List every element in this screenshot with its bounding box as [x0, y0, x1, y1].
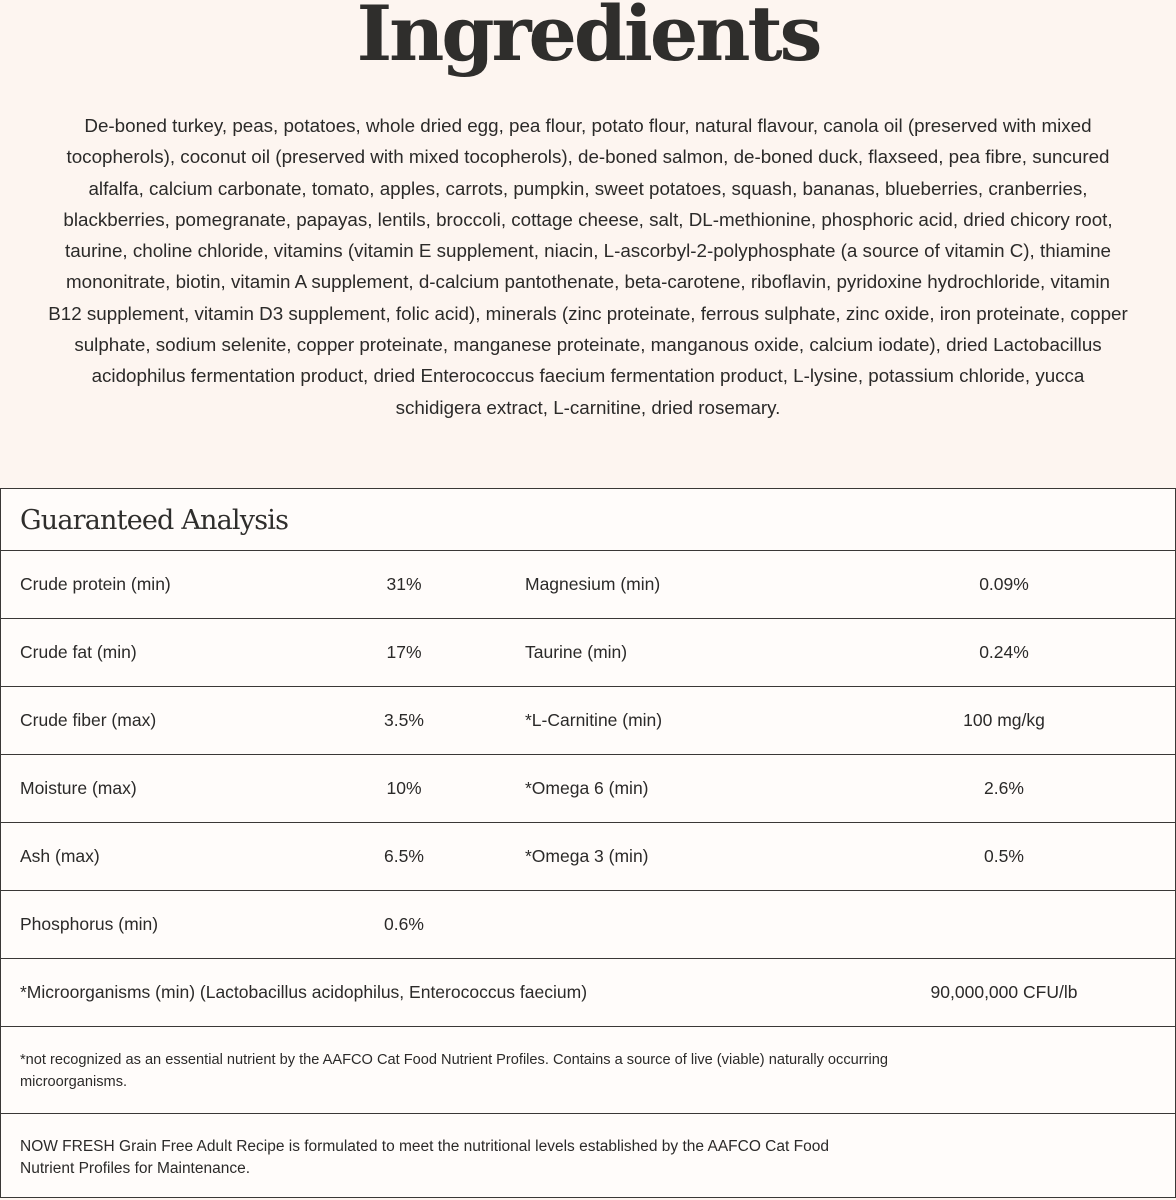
nutrient-label: Magnesium (min): [525, 574, 661, 594]
nutrient-value: 3.5%: [384, 710, 424, 730]
footnote-line: *not recognized as an essential nutrient by the AAFCO Cat Food Nutrient Profiles. Contains a source of live (viable) naturally occurring: [20, 1052, 888, 1068]
nutrient-value: 0.5%: [984, 846, 1024, 866]
analysis-header: [1, 489, 1175, 551]
nutrient-label: Moisture (max): [20, 778, 137, 798]
footnote: [20, 1049, 1060, 1093]
nutrient-label: *Omega 3 (min): [525, 846, 649, 866]
microorganisms-value: 90,000,000 CFU/lb: [930, 982, 1078, 1002]
table-row: [1, 619, 1175, 687]
nutrient-value: 10%: [386, 778, 422, 798]
analysis-title: Guaranteed Analysis: [20, 505, 289, 536]
nutrient-value: 0.24%: [979, 642, 1029, 662]
table-row: [1, 551, 1175, 619]
nutrient-value: 31%: [386, 574, 422, 594]
statement-line: Nutrient Profiles for Maintenance.: [20, 1160, 251, 1177]
statement-line: NOW FRESH Grain Free Adult Recipe is formulated to meet the nutritional levels established by the AAFCO Cat Food: [20, 1138, 829, 1155]
nutrient-value: 17%: [386, 642, 422, 662]
ingredients-line: alfalfa, calcium carbonate, tomato, apples, carrots, pumpkin, sweet potatoes, squash, bananas, blueberries, cranberries,: [88, 177, 1088, 199]
nutrient-value: 2.6%: [984, 778, 1024, 798]
ingredients-line: De-boned turkey, peas, potatoes, whole dried egg, pea flour, potato flour, natural flavour, canola oil (preserved with mixed: [84, 115, 1092, 136]
ingredients-line: tocopherols), coconut oil (preserved with mixed tocopherols), de-boned salmon, de-boned duck, flaxseed, pea fibre, suncured: [66, 146, 1110, 168]
microorganisms-row: [1, 959, 1175, 1027]
nutrient-value: 0.6%: [384, 914, 424, 934]
ingredients-line: schidigera extract, L-carnitine, dried rosemary.: [395, 396, 781, 418]
nutrient-label: Crude fat (min): [20, 642, 137, 662]
nutrient-value: 0.09%: [979, 574, 1029, 594]
ingredients-line: acidophilus fermentation product, dried Enterococcus faecium fermentation product, L-lysine, potassium chloride, yucca: [91, 365, 1085, 387]
table-row: [1, 755, 1175, 823]
guaranteed-analysis-table: [0, 488, 1176, 1198]
ingredients-line: taurine, choline chloride, vitamins (vitamin E supplement, niacin, L-ascorbyl-2-polyphosphate (a source of vitamin C), thiamine: [65, 240, 1111, 262]
nutrient-value: 6.5%: [384, 846, 424, 866]
page-title: Ingredients: [356, 0, 820, 78]
footnote-line: microorganisms.: [20, 1074, 128, 1090]
microorganisms-label: *Microorganisms (min) (Lactobacillus acidophilus, Enterococcus faecium): [20, 982, 588, 1002]
table-row: [1, 891, 1175, 959]
ingredients-line: sulphate, sodium selenite, copper proteinate, manganese proteinate, manganous oxide, calcium iodate), dried Lactobacillus: [74, 334, 1102, 356]
table-row: [1, 823, 1175, 891]
nutrient-value: 100 mg/kg: [963, 710, 1045, 730]
ingredients-list: [0, 110, 1176, 423]
table-row: [1, 687, 1175, 755]
ingredients-line: blackberries, pomegranate, papayas, lentils, broccoli, cottage cheese, salt, DL-methionine, phosphoric acid, dried chicory root,: [63, 208, 1113, 230]
nutrient-label: Phosphorus (min): [20, 914, 159, 934]
ingredients-line: mononitrate, biotin, vitamin A supplement, d-calcium pantothenate, beta-carotene, riboflavin, pyridoxine hydrochloride, vitamin: [66, 271, 1110, 293]
aafco-statement-row: [1, 1114, 1175, 1200]
nutrient-label: *L-Carnitine (min): [525, 710, 663, 730]
nutrient-label: Crude protein (min): [20, 574, 171, 594]
footnote-row: [1, 1027, 1175, 1114]
nutrient-label: Taurine (min): [525, 642, 628, 662]
nutrient-label: *Omega 6 (min): [525, 778, 649, 798]
ingredients-line: B12 supplement, vitamin D3 supplement, folic acid), minerals (zinc proteinate, ferrous sulphate, zinc oxide, iron proteinate, copper: [48, 302, 1128, 324]
nutrient-label: Crude fiber (max): [20, 710, 157, 730]
nutrient-label: Ash (max): [20, 846, 100, 866]
aafco-statement: [20, 1136, 1060, 1180]
